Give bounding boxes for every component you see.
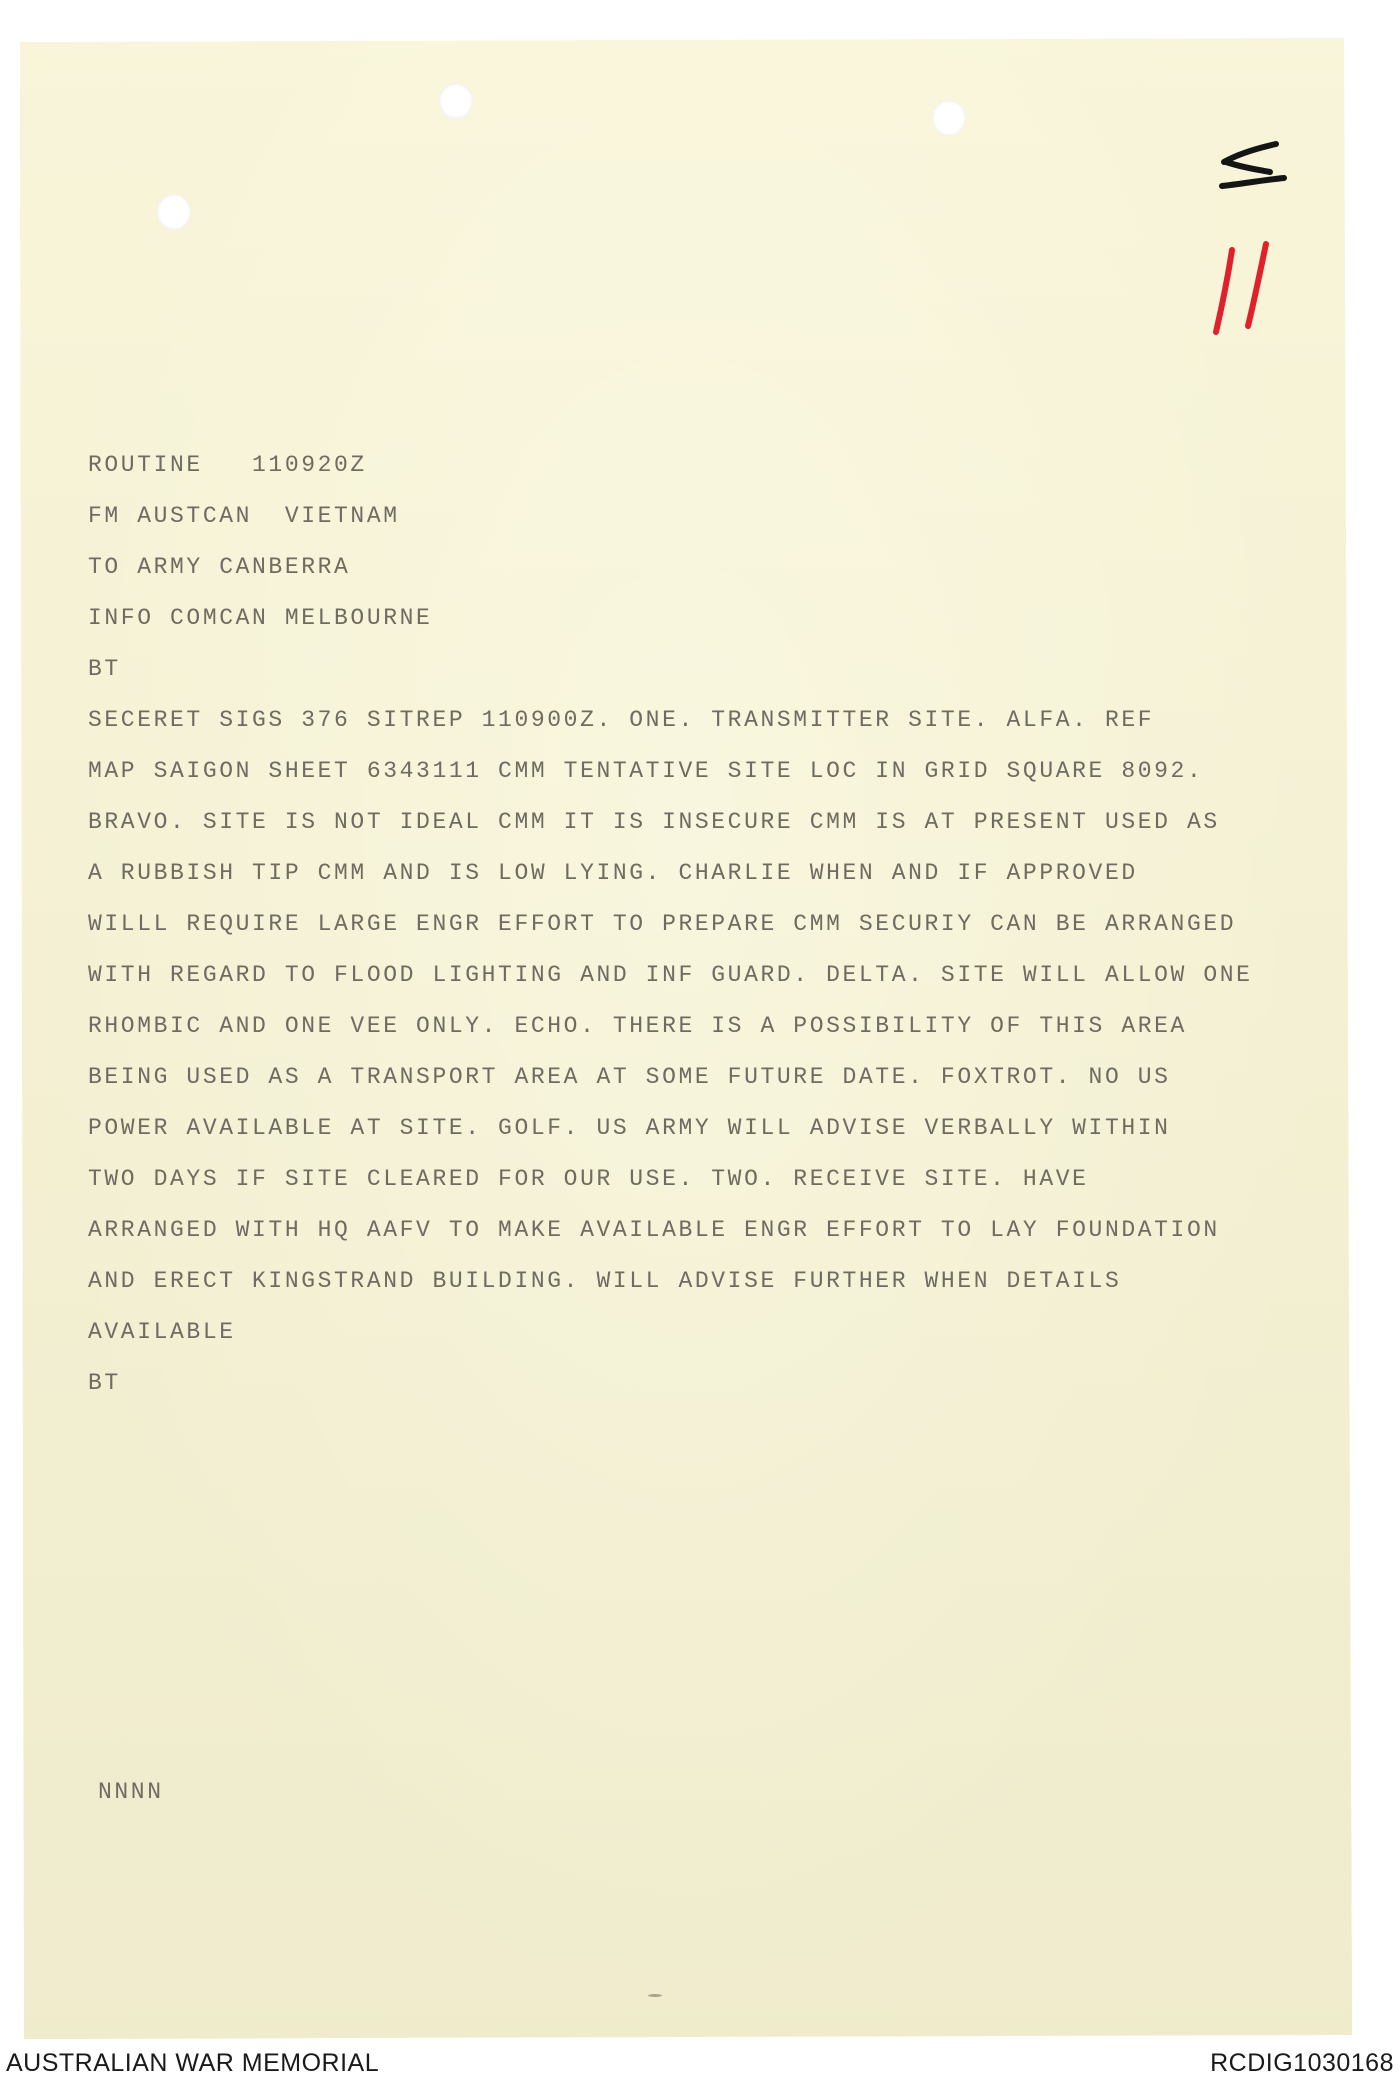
archive-footer <box>0 2046 1400 2082</box>
message-line: TWO DAYS IF SITE CLEARED FOR OUR USE. TWO. RECEIVE SITE. HAVE <box>88 1166 1089 1192</box>
archive-name: AUSTRALIAN WAR MEMORIAL <box>6 2049 380 2077</box>
punch-hole <box>439 83 473 119</box>
message-line: ARRANGED WITH HQ AAFV TO MAKE AVAILABLE ENGR EFFORT TO LAY FOUNDATION <box>88 1217 1220 1243</box>
message-line: WILLL REQUIRE LARGE ENGR EFFORT TO PREPARE CMM SECURIY CAN BE ARRANGED <box>88 911 1237 937</box>
message-line: POWER AVAILABLE AT SITE. GOLF. US ARMY WILL ADVISE VERBALLY WITHIN <box>88 1115 1171 1141</box>
message-line: BRAVO. SITE IS NOT IDEAL CMM IT IS INSECURE CMM IS AT PRESENT USED AS <box>88 809 1220 835</box>
message-line: WITH REGARD TO FLOOD LIGHTING AND INF GUARD. DELTA. SITE WILL ALLOW ONE <box>88 962 1253 988</box>
break-marker: BT <box>88 656 121 682</box>
handwritten-red-number <box>1202 236 1282 346</box>
teletype-message <box>88 440 1278 1409</box>
message-line: AND ERECT KINGSTRAND BUILDING. WILL ADVISE FURTHER WHEN DETAILS <box>88 1268 1122 1294</box>
header-precedence-line: ROUTINE 110920Z <box>88 452 367 478</box>
archive-reference: RCDIG1030168 <box>1210 2049 1394 2077</box>
paper-speck <box>1375 414 1379 417</box>
header-to-line: TO ARMY CANBERRA <box>88 554 351 580</box>
break-marker: BT <box>88 1370 121 1396</box>
header-from-line: FM AUSTCAN VIETNAM <box>88 503 400 529</box>
punch-hole <box>932 100 966 136</box>
message-line: MAP SAIGON SHEET 6343111 CMM TENTATIVE SITE LOC IN GRID SQUARE 8092. <box>88 758 1204 784</box>
punch-hole <box>157 194 191 230</box>
message-line: A RUBBISH TIP CMM AND IS LOW LYING. CHARLIE WHEN AND IF APPROVED <box>88 860 1138 886</box>
end-of-message-marker: NNNN <box>98 1779 164 1805</box>
header-info-line: INFO COMCAN MELBOURNE <box>88 605 433 631</box>
handwritten-black-mark <box>1214 122 1290 222</box>
message-line: AVAILABLE <box>88 1319 236 1345</box>
paper-speck <box>648 1994 662 1997</box>
message-line: RHOMBIC AND ONE VEE ONLY. ECHO. THERE IS A POSSIBILITY OF THIS AREA <box>88 1013 1187 1039</box>
message-line: SECERET SIGS 376 SITREP 110900Z. ONE. TRANSMITTER SITE. ALFA. REF <box>88 707 1155 733</box>
message-line: BEING USED AS A TRANSPORT AREA AT SOME FUTURE DATE. FOXTROT. NO US <box>88 1064 1171 1090</box>
